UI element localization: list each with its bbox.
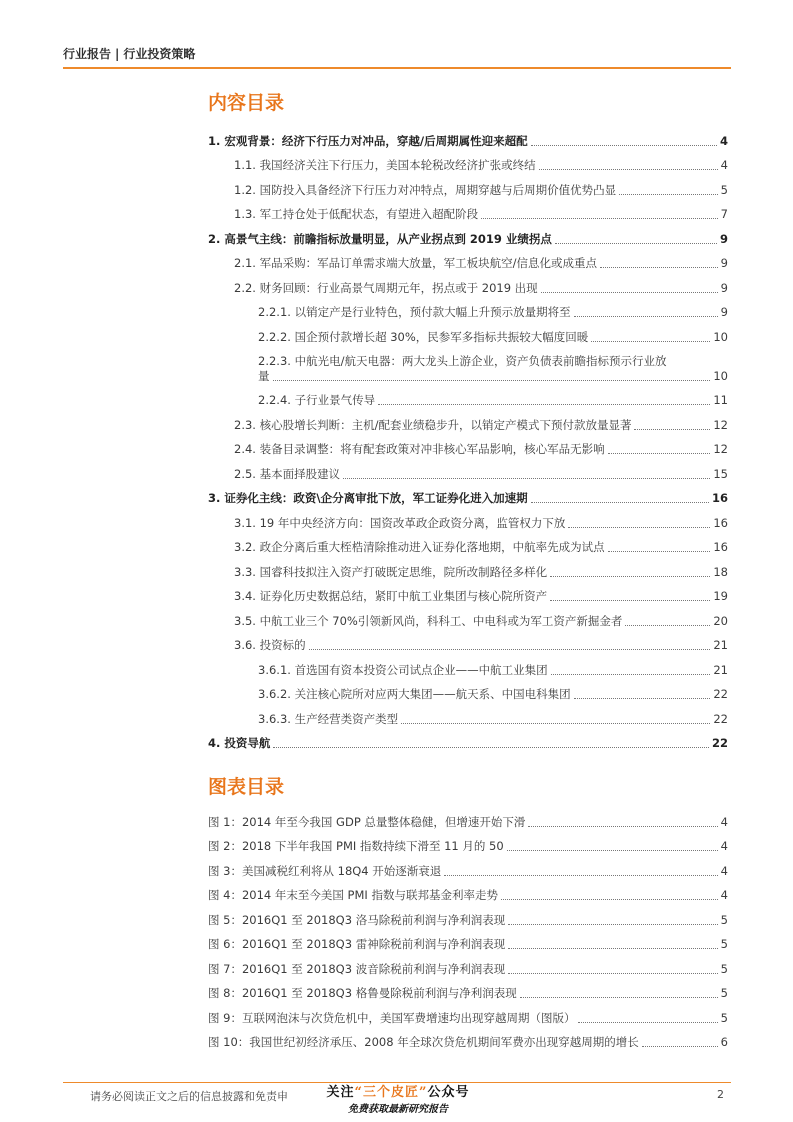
toc-entry[interactable] bbox=[208, 320, 728, 345]
toc-entry-page: 10 bbox=[713, 329, 728, 344]
toc-entry[interactable] bbox=[208, 222, 728, 247]
figure-entry-label: 图 8：2016Q1 至 2018Q3 格鲁曼除税前利润与净利润表现 bbox=[208, 986, 517, 1000]
toc-entry-label: 1.1. 我国经济关注下行压力，美国本轮税改经济扩张或终结 bbox=[234, 158, 536, 172]
toc-entry-page: 22 bbox=[713, 687, 728, 701]
figure-entry-page: 5 bbox=[720, 986, 728, 1000]
figure-entry-page: 5 bbox=[720, 961, 728, 976]
toc-entry-label: 2.2.4. 子行业景气传导 bbox=[258, 393, 376, 407]
figure-entry-label: 图 9：互联网泡沫与次贷危机中，美国军费增速均出现穿越周期（图版） bbox=[208, 1010, 576, 1025]
toc-entry-label: 3.6.3. 生产经营类资产类型 bbox=[258, 711, 399, 726]
dot-leader bbox=[608, 551, 711, 552]
toc-entry-label: 2.2.1. 以销定产是行业特色，预付款大幅上升预示放量期将至 bbox=[258, 305, 571, 319]
figure-entry-page: 5 bbox=[720, 1010, 728, 1025]
toc-entry[interactable] bbox=[208, 580, 728, 605]
dot-leader bbox=[401, 723, 710, 724]
figure-entry-page: 4 bbox=[720, 863, 728, 878]
dot-leader bbox=[550, 576, 710, 577]
dot-leader bbox=[343, 478, 710, 479]
dot-leader bbox=[444, 875, 717, 876]
figure-entry[interactable] bbox=[208, 903, 728, 928]
toc-entry-page: 9 bbox=[720, 305, 728, 319]
toc-entry-page: 16 bbox=[713, 515, 728, 530]
toc-entry[interactable] bbox=[208, 702, 728, 727]
toc-entry-page: 22 bbox=[713, 711, 728, 726]
toc-entry-page: 18 bbox=[713, 564, 728, 579]
figure-entry-label: 图 1：2014 年至今我国 GDP 总量整体稳健，但增速开始下滑 bbox=[208, 814, 526, 829]
watermark-follow: 关注 bbox=[326, 1085, 355, 1100]
toc-entry-page: 9 bbox=[719, 231, 728, 246]
figure-entry-page: 6 bbox=[720, 1035, 728, 1049]
toc-entry[interactable] bbox=[208, 408, 728, 433]
figure-entry[interactable] bbox=[208, 830, 728, 855]
figure-entry-page: 5 bbox=[720, 937, 728, 951]
dot-leader bbox=[642, 1046, 718, 1047]
dot-leader bbox=[574, 698, 711, 699]
toc-entry[interactable] bbox=[208, 124, 728, 149]
toc-entry-label: 2.4. 装备目录调整：将有配套政策对冲非核心军品影响，核心军品无影响 bbox=[234, 442, 605, 456]
dot-leader bbox=[531, 502, 709, 503]
toc-entry-label: 4. 投资导航 bbox=[208, 736, 271, 750]
toc-entry-page: 12 bbox=[713, 442, 728, 456]
toc-entry[interactable] bbox=[208, 678, 728, 703]
page-header bbox=[63, 45, 731, 63]
dot-leader bbox=[634, 429, 710, 430]
toc-entry-label: 2.2. 财务回顾：行业高景气周期元年，拐点或于 2019 出现 bbox=[234, 280, 538, 295]
toc-entry[interactable] bbox=[208, 345, 728, 384]
watermark-line1 bbox=[300, 1083, 496, 1103]
toc-entry[interactable] bbox=[208, 604, 728, 629]
dot-leader bbox=[619, 194, 718, 195]
toc-entry[interactable] bbox=[208, 384, 728, 409]
dot-leader bbox=[273, 747, 709, 748]
header-report-category: 行业投资策略 bbox=[123, 47, 196, 61]
figure-entry[interactable] bbox=[208, 977, 728, 1002]
dot-leader bbox=[539, 169, 718, 170]
toc-entry-page: 12 bbox=[713, 417, 728, 432]
toc-entry[interactable] bbox=[208, 457, 728, 482]
figure-entry[interactable] bbox=[208, 879, 728, 904]
watermark-line2: 免费获取最新研究报告 bbox=[348, 1104, 448, 1115]
toc-entry[interactable] bbox=[208, 271, 728, 296]
toc-entry[interactable] bbox=[208, 296, 728, 321]
figure-entry-label: 图 10：我国世纪初经济承压、2008 年全球次贷危机期间军费亦出现穿越周期的增长 bbox=[208, 1035, 639, 1049]
toc-entry[interactable] bbox=[208, 173, 728, 198]
toc-entry[interactable] bbox=[208, 149, 728, 174]
toc-entry-label: 3.5. 中航工业三个 70%引领新风尚，科科工、中电科或为军工资产新掘金者 bbox=[234, 613, 623, 628]
toc-entry-page: 7 bbox=[720, 207, 728, 221]
toc-entry[interactable] bbox=[208, 433, 728, 458]
dot-leader bbox=[555, 243, 717, 244]
figures-list bbox=[208, 805, 728, 1050]
toc-entry-page: 21 bbox=[713, 638, 728, 652]
dot-leader bbox=[600, 267, 718, 268]
toc-entry-page: 4 bbox=[719, 133, 728, 148]
toc-entry-page: 21 bbox=[713, 662, 728, 677]
dot-leader bbox=[507, 850, 718, 851]
dot-leader bbox=[528, 826, 717, 827]
toc-entry-label-line1: 2.2.3. 中航光电/航天电器：两大龙头上游企业，资产负债表前瞻指标预示行业放 bbox=[258, 353, 667, 368]
dot-leader bbox=[591, 341, 710, 342]
toc-entry-label: 1.3. 军工持仓处于低配状态，有望进入超配阶段 bbox=[234, 207, 479, 221]
figure-entry[interactable] bbox=[208, 1001, 728, 1026]
toc-entry-page: 4 bbox=[720, 158, 728, 172]
toc-entry[interactable] bbox=[208, 198, 728, 223]
toc-list bbox=[208, 124, 728, 751]
toc-entry[interactable] bbox=[208, 555, 728, 580]
toc-entry-label: 2.2.2. 国企预付款增长超 30%，民参军多指标共振较大幅度回暖 bbox=[258, 329, 589, 344]
dot-leader bbox=[309, 649, 711, 650]
figures-title: 图表目录 bbox=[208, 776, 285, 798]
toc-entry[interactable] bbox=[208, 629, 728, 654]
figure-entry[interactable] bbox=[208, 805, 728, 830]
dot-leader bbox=[501, 899, 718, 900]
toc-entry[interactable] bbox=[208, 247, 728, 272]
toc-entry[interactable] bbox=[208, 482, 728, 507]
dot-leader bbox=[625, 625, 710, 626]
toc-entry-page: 9 bbox=[720, 256, 728, 270]
toc-entry-label: 3.6.2. 关注核心院所对应两大集团——航天系、中国电科集团 bbox=[258, 687, 571, 701]
toc-title: 内容目录 bbox=[208, 92, 285, 114]
figure-entry[interactable] bbox=[208, 928, 728, 953]
toc-entry[interactable] bbox=[208, 727, 728, 752]
toc-entry[interactable] bbox=[208, 506, 728, 531]
figure-entry-label: 图 5：2016Q1 至 2018Q3 洛马除税前利润与净利润表现 bbox=[208, 912, 506, 927]
dot-leader bbox=[378, 404, 710, 405]
toc-entry-page: 16 bbox=[713, 540, 728, 554]
toc-entry[interactable] bbox=[208, 531, 728, 556]
toc-entry-page: 10 bbox=[713, 368, 728, 383]
toc-entry-label: 3. 证券化主线：政资\企分离审批下放，军工证券化进入加速期 bbox=[208, 491, 528, 505]
dot-leader bbox=[541, 292, 718, 293]
figure-entry-label: 图 7：2016Q1 至 2018Q3 波音除税前利润与净利润表现 bbox=[208, 961, 506, 976]
toc-entry-label: 3.2. 政企分离后重大桎梏清除推动进入证券化落地期，中航率先成为试点 bbox=[234, 540, 605, 554]
toc-entry-page: 9 bbox=[720, 280, 728, 295]
page-number: 2 bbox=[717, 1088, 724, 1101]
dot-leader bbox=[608, 453, 711, 454]
header-report-type: 行业报告 bbox=[63, 47, 112, 61]
figure-entry-label: 图 4：2014 年末至今美国 PMI 指数与联邦基金利率走势 bbox=[208, 888, 498, 902]
toc-entry[interactable] bbox=[208, 653, 728, 678]
toc-entry-label: 3.3. 国睿科技拟注入资产打破既定思维，院所改制路径多样化 bbox=[234, 564, 548, 579]
figure-entry-page: 4 bbox=[720, 814, 728, 829]
figure-entry[interactable] bbox=[208, 854, 728, 879]
figure-entry[interactable] bbox=[208, 1026, 728, 1051]
toc-entry-label: 2.1. 军品采购：军品订单需求端大放量，军工板块航空/信息化或成重点 bbox=[234, 256, 597, 270]
dot-leader bbox=[551, 674, 711, 675]
toc-entry-page: 5 bbox=[720, 182, 728, 197]
dot-leader bbox=[273, 380, 711, 381]
toc-entry-label: 2.3. 核心股增长判断：主机/配套业绩稳步升，以销定产模式下预付款放量显著 bbox=[234, 417, 632, 432]
toc-entry-label: 1. 宏观背景：经济下行压力对冲品，穿越/后周期属性迎来超配 bbox=[208, 133, 528, 148]
figure-entry-label: 图 6：2016Q1 至 2018Q3 雷神除税前利润与净利润表现 bbox=[208, 937, 506, 951]
toc-entry-page: 22 bbox=[711, 736, 728, 750]
figure-entry-label: 图 3：美国减税红利将从 18Q4 开始逐渐衰退 bbox=[208, 863, 442, 878]
toc-entry-label-line2: 量 bbox=[258, 368, 270, 383]
wechat-watermark bbox=[300, 1083, 496, 1121]
toc-entry-page: 11 bbox=[713, 393, 728, 407]
watermark-brand: “三个皮匠” bbox=[354, 1085, 428, 1100]
header-separator: | bbox=[115, 47, 120, 61]
figure-entry-page: 4 bbox=[720, 888, 728, 902]
figure-entry-page: 5 bbox=[720, 912, 728, 927]
figure-entry-label: 图 2：2018 下半年我国 PMI 指数持续下滑至 11 月的 50 bbox=[208, 839, 504, 853]
toc-entry-page: 16 bbox=[711, 491, 728, 505]
dot-leader bbox=[574, 316, 718, 317]
toc-entry-page: 20 bbox=[713, 613, 728, 628]
dot-leader bbox=[481, 218, 718, 219]
dot-leader bbox=[508, 973, 717, 974]
figure-entry[interactable] bbox=[208, 952, 728, 977]
toc-entry-label: 3.6. 投资标的 bbox=[234, 638, 306, 652]
header-rule bbox=[63, 67, 731, 69]
dot-leader bbox=[508, 924, 717, 925]
dot-leader bbox=[531, 145, 717, 146]
toc-entry-page: 15 bbox=[713, 466, 728, 481]
dot-leader bbox=[520, 997, 718, 998]
toc-entry-page: 19 bbox=[713, 589, 728, 603]
dot-leader bbox=[568, 527, 710, 528]
dot-leader bbox=[550, 600, 710, 601]
toc-entry-label: 3.4. 证券化历史数据总结，紧盯中航工业集团与核心院所资产 bbox=[234, 589, 548, 603]
dot-leader bbox=[508, 948, 717, 949]
figure-entry-page: 4 bbox=[720, 839, 728, 853]
dot-leader bbox=[578, 1022, 717, 1023]
toc-entry-label: 2.5. 基本面择股建议 bbox=[234, 466, 341, 481]
toc-entry-label: 1.2. 国防投入具备经济下行压力对冲特点，周期穿越与后周期价值优势凸显 bbox=[234, 182, 617, 197]
watermark-account: 公众号 bbox=[427, 1085, 470, 1100]
toc-entry-label: 2. 高景气主线：前瞻指标放量明显，从产业拐点到 2019 业绩拐点 bbox=[208, 231, 552, 246]
toc-entry-label: 3.6.1. 首选国有资本投资公司试点企业——中航工业集团 bbox=[258, 662, 548, 677]
toc-entry-label: 3.1. 19 年中央经济方向：国资改革政企政资分离，监管权力下放 bbox=[234, 515, 566, 530]
footer-disclaimer[interactable]: 请务必阅读正文之后的信息披露和免责申 bbox=[90, 1090, 288, 1103]
